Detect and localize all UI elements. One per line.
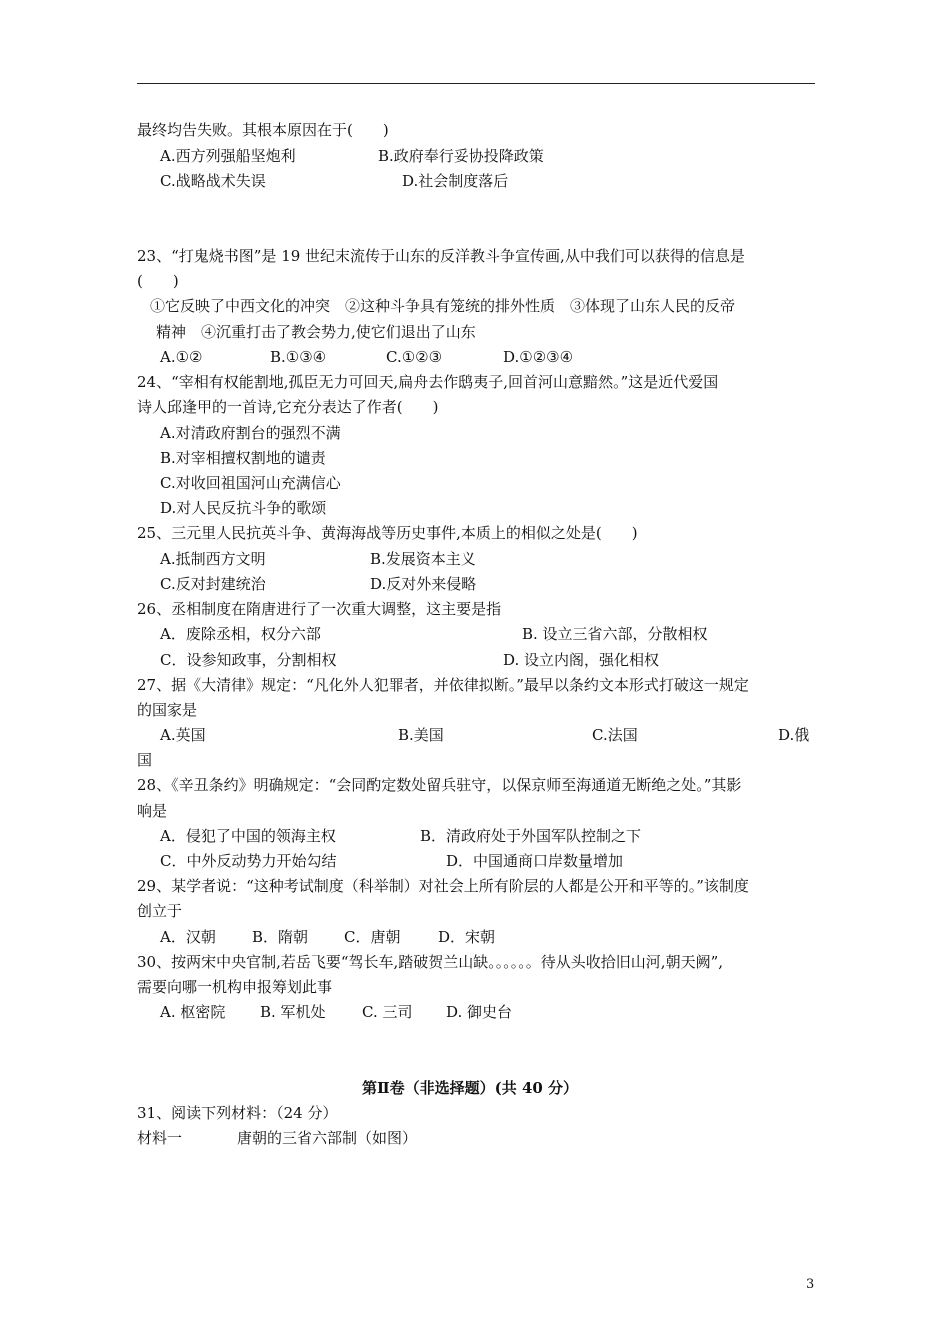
q28-option-d: D．中国通商口岸数量增加 [446, 852, 624, 870]
q23-option-b: B.①③④ [270, 348, 327, 366]
q31-material1-label: 材料一 [137, 1129, 183, 1147]
q26-option-d: D. 设立内阁，强化相权 [503, 651, 660, 669]
q27-option-c: C.法国 [592, 726, 638, 744]
q22-option-a: A.西方列强船坚炮利 [160, 147, 296, 165]
q22-option-d: D.社会制度落后 [402, 172, 509, 190]
q25-stem: 25、三元里人民抗英斗争、黄海海战等历史事件,本质上的相似之处是( ) [137, 524, 638, 542]
q22-tail: 最终均告失败。其根本原因在于( ) [137, 121, 389, 139]
q30-stem-line1: 30、按两宋中央官制,若岳飞要“驾长车,踏破贺兰山缺。。。。。。待从头收拾旧山河,朝天阙”, [137, 953, 724, 971]
q28-option-c: C．中外反动势力开始勾结 [160, 852, 337, 870]
q30-option-a: A. 枢密院 [160, 1003, 226, 1021]
q23-statements-line1: ①它反映了中西文化的冲突 ②这种斗争具有笼统的排外性质 ③体现了山东人民的反帝 [150, 297, 736, 315]
q24-option-a: A.对清政府割台的强烈不满 [160, 424, 341, 442]
q28-option-a: A．侵犯了中国的领海主权 [160, 827, 336, 845]
q23-statements-line2: 精神 ④沉重打击了教会势力,使它们退出了山东 [156, 323, 476, 341]
q31-stem: 31、阅读下列材料：（24 分） [137, 1104, 338, 1122]
q25-option-d: D.反对外来侵略 [370, 575, 477, 593]
q25-option-b: B.发展资本主义 [370, 550, 476, 568]
q24-option-c: C.对收回祖国河山充满信心 [160, 474, 341, 492]
q25-option-a: A.抵制西方文明 [160, 550, 266, 568]
q30-stem-line2: 需要向哪一机构申报筹划此事 [137, 978, 333, 996]
page-number: 3 [806, 1277, 815, 1292]
q28-stem-line2: 响是 [137, 802, 168, 820]
q26-option-c: C．设参知政事，分割相权 [160, 651, 337, 669]
q29-option-b: B．隋朝 [252, 928, 309, 946]
q27-stem-line1: 27、据《大清律》规定：“凡化外人犯罪者，并依律拟断。”最早以条约文本形式打破这一规定 [137, 676, 749, 694]
q29-option-d: D．宋朝 [438, 928, 496, 946]
q30-option-d: D. 御史台 [446, 1003, 513, 1021]
q23-option-a: A.①② [160, 348, 203, 366]
q23-stem-line1: 23、“打鬼烧书图”是 19 世纪末流传于山东的反洋教斗争宣传画,从中我们可以获得的信息是 [137, 247, 745, 265]
q28-stem-line1: 28、《辛丑条约》明确规定：“会同酌定数处留兵驻守，以保京师至海通道无断绝之处。”其影 [137, 776, 742, 794]
q30-option-c: C. 三司 [362, 1003, 413, 1021]
q27-option-d-part2: 国 [137, 751, 153, 769]
q29-option-a: A．汉朝 [160, 928, 216, 946]
q23-option-d: D.①②③④ [503, 348, 574, 366]
q27-option-a: A.英国 [160, 726, 206, 744]
part2-heading: 第Ⅱ卷（非选择题）(共 40 分） [362, 1079, 579, 1097]
header-rule [137, 83, 815, 84]
q28-option-b: B．清政府处于外国军队控制之下 [420, 827, 642, 845]
q26-option-b: B. 设立三省六部，分散相权 [522, 625, 708, 643]
q29-option-c: C．唐朝 [344, 928, 401, 946]
q24-option-d: D.对人民反抗斗争的歌颂 [160, 499, 327, 517]
q23-stem-line2: ( ) [137, 272, 179, 290]
q25-option-c: C.反对封建统治 [160, 575, 266, 593]
q24-stem-line1: 24、“宰相有权能割地,孤臣无力可回天,扁舟去作鸱夷子,回首河山意黯然。”这是近代爱国 [137, 373, 719, 391]
q23-option-c: C.①②③ [386, 348, 443, 366]
q31-material1-text: 唐朝的三省六部制（如图） [237, 1129, 418, 1147]
q22-option-c: C.战略战术失误 [160, 172, 266, 190]
q27-option-d-part1: D.俄 [778, 726, 810, 744]
q27-stem-line2: 的国家是 [137, 701, 198, 719]
q24-option-b: B.对宰相擅权割地的谴责 [160, 449, 326, 467]
q26-stem: 26、丞相制度在隋唐进行了一次重大调整，这主要是指 [137, 600, 502, 618]
q22-option-b: B.政府奉行妥协投降政策 [378, 147, 544, 165]
q26-option-a: A．废除丞相，权分六部 [160, 625, 321, 643]
q24-stem-line2: 诗人邱逢甲的一首诗,它充分表达了作者( ) [137, 398, 439, 416]
q29-stem-line2: 创立于 [137, 902, 183, 920]
q30-option-b: B. 军机处 [260, 1003, 326, 1021]
q27-option-b: B.美国 [398, 726, 444, 744]
q29-stem-line1: 29、某学者说：“这种考试制度（科举制）对社会上所有阶层的人都是公开和平等的。”该制度 [137, 877, 749, 895]
